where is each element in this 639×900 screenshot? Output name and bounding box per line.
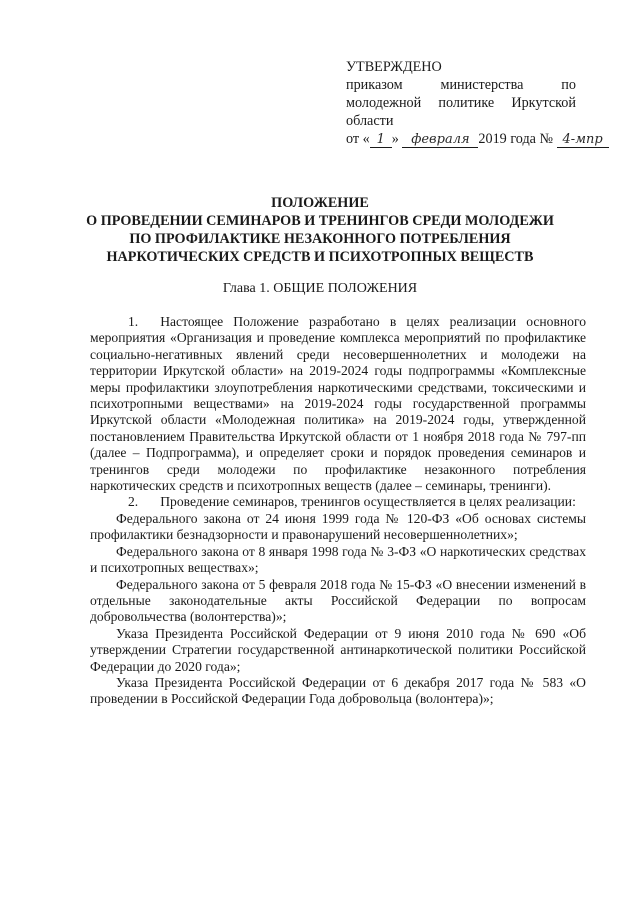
approval-line-3: области [346,113,394,129]
document-title [60,194,580,266]
paragraph-1 [90,314,586,494]
date-prefix: от « [346,131,370,147]
document-body [90,314,586,708]
title-line-3: ПО ПРОФИЛАКТИКЕ НЕЗАКОННОГО ПОТРЕБЛЕНИЯ [129,231,511,247]
list-item: Указа Президента Российской Федерации от 6 декабря 2017 года № 583 «О проведении в Российской Федерации Года добровольца (волонтера)»; [90,674,586,707]
paragraph-2 [90,494,586,510]
approval-date-line [346,130,603,148]
paragraph-text: Настоящее Положение разработано в целях реализации основного мероприятия «Организация и проведение комплекса мероприятий по профилактике социально-негативных явлений среди несовершеннолетних и молодежи на территории Иркутской области» на 2019-2024 годы подпрограммы «Комплексные меры профилактики злоупотребления наркотическими средствами, токсическими и психотропными веществами» на 2019-2024 годы государственной программы Иркутской области «Молодежная политика» на 2019-2024 годы, утвержденной постановлением Правительства Иркутской области от 1 ноября 2018 года № 797-пп (далее – Подпрограмма), и определяет сроки и порядок проведения семинаров и тренингов среди молодежи по профилактике незаконного потребления наркотических средств и психотропных веществ (далее – семинары, тренинги). [90,314,586,494]
paragraph-number: 1. [128,314,139,329]
chapter-heading: Глава 1. ОБЩИЕ ПОЛОЖЕНИЯ [222,281,418,296]
date-month-sep: » [391,131,399,147]
handwritten-day: 1 [370,133,392,148]
handwritten-month: февраля [402,133,478,148]
approval-heading: УТВЕРЖДЕНО [346,59,442,75]
list-item: Федерального закона от 5 февраля 2018 года № 15-ФЗ «О внесении изменений в отдельные законодательные акты Российской Федерации по вопросам добровольчества (волонтерства)»; [90,576,586,625]
title-line-1: ПОЛОЖЕНИЕ [271,195,369,211]
paragraph-number: 2. [128,494,139,510]
approval-line-1: приказом министерства по [346,77,576,93]
paragraph-text: Проведение семинаров, тренингов осуществляется в целях реализации: [160,494,576,510]
approval-block [346,58,603,148]
handwritten-order-number: 4-мпр [557,133,609,148]
title-line-4: НАРКОТИЧЕСКИХ СРЕДСТВ И ПСИХОТРОПНЫХ ВЕЩЕСТВ [106,249,534,265]
list-item: Федерального закона от 8 января 1998 года № 3-ФЗ «О наркотических средствах и психотропных веществах»; [90,543,586,576]
date-year-text: 2019 года № [478,131,554,147]
list-item: Указа Президента Российской Федерации от 9 июня 2010 года № 690 «Об утверждении Стратегии государственной антинаркотической политики Российской Федерации до 2020 года»; [90,625,586,674]
title-line-2: О ПРОВЕДЕНИИ СЕМИНАРОВ И ТРЕНИНГОВ СРЕДИ МОЛОДЕЖИ [86,213,554,229]
list-item: Федерального закона от 24 июня 1999 года № 120-ФЗ «Об основах системы профилактики безнадзорности и правонарушений несовершеннолетних»; [90,510,586,543]
approval-line-2: молодежной политике Иркутской [346,95,576,111]
